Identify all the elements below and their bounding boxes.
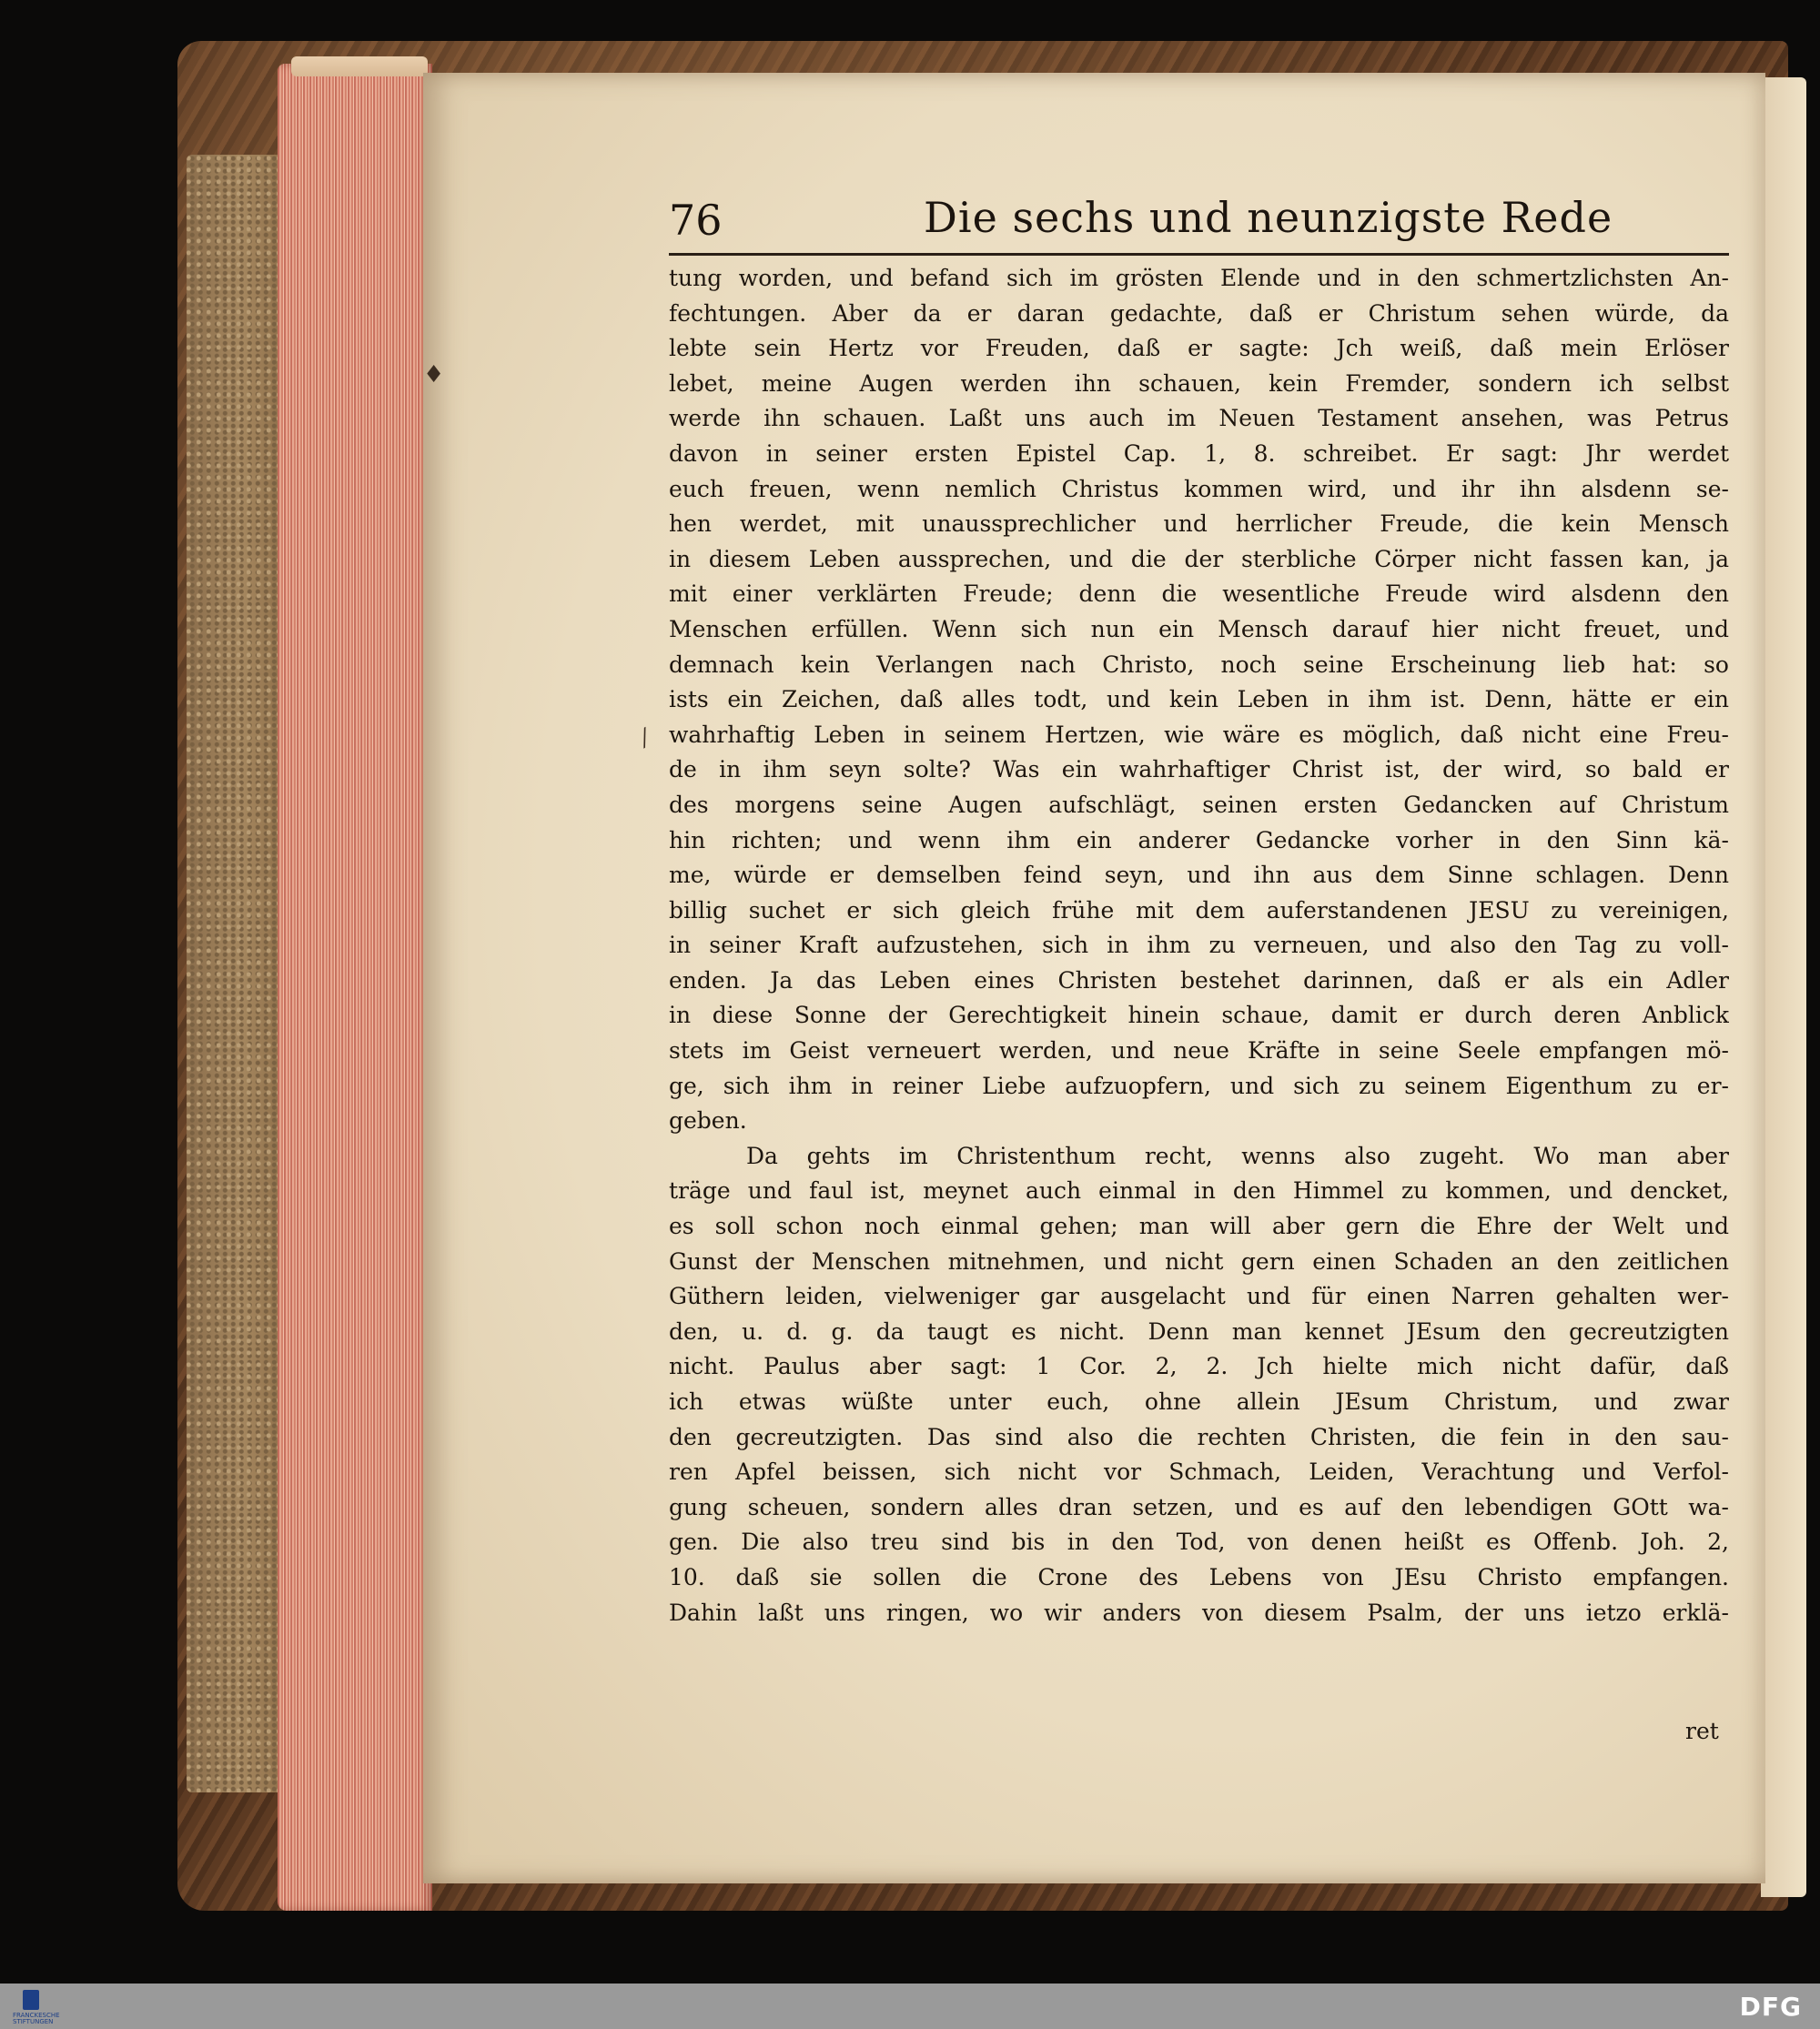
orphanage-icon — [23, 1990, 39, 2010]
text-line: 10. daß sie sollen die Crone des Lebens von JEsu Christo empfangen. — [669, 1563, 1729, 1590]
text-line: es soll schon noch einmal gehen; man will aber gern die Ehre der Welt und — [669, 1213, 1729, 1240]
text-line: in diesem Leben aussprechen, und die der sterbliche Cörper nicht fassen kan, ja — [669, 545, 1729, 572]
text-line: fechtungen. Aber da er daran gedachte, daß er Christum sehen würde, da — [669, 299, 1729, 327]
text-line: Menschen erfüllen. Wenn sich nun ein Mensch darauf hier nicht freuet, und — [669, 615, 1729, 642]
text-line: mit einer verklärten Freude; denn die wesentliche Freude wird alsdenn den — [669, 580, 1729, 608]
running-title: Die sechs und neunzigste Rede — [924, 193, 1613, 242]
page-edge — [278, 64, 432, 1911]
text-line: demnach kein Verlangen nach Christo, noch seine Erscheinung lieb hat: so — [669, 651, 1729, 678]
page-number: 76 — [669, 196, 723, 245]
text-line: Gunst der Menschen mitnehmen, und nicht gern einen Schaden an den zeitlichen — [669, 1247, 1729, 1275]
viewer-footer — [0, 1984, 1820, 2029]
text-line: ren Apfel beissen, sich nicht vor Schmach, Leiden, Verachtung und Verfol- — [669, 1459, 1729, 1486]
text-line: geben. — [669, 1107, 747, 1135]
text-line: gung scheuen, sondern alles dran setzen, und es auf den lebendigen GOtt wa- — [669, 1493, 1729, 1520]
text-line: de in ihm seyn solte? Was ein wahrhaftiger Christ ist, der wird, so bald er — [669, 756, 1729, 783]
text-line: wahrhaftig Leben in seinem Hertzen, wie wäre es möglich, daß nicht eine Freu- — [669, 721, 1729, 748]
margin-mark: ♦ — [423, 361, 445, 389]
institution-logo[interactable] — [13, 1988, 60, 2025]
text-line: ge, sich ihm in reiner Liebe aufzuopfern, und sich zu seinem Eigenthum zu er- — [669, 1072, 1729, 1099]
text-line: enden. Ja das Leben eines Christen bestehet darinnen, daß er als ein Adler — [669, 966, 1729, 994]
text-line: lebte sein Hertz vor Freuden, daß er sagte: Jch weiß, daß mein Erlöser — [669, 335, 1729, 362]
text-line: träge und faul ist, meynet auch einmal in den Himmel zu kommen, und dencket, — [669, 1177, 1729, 1205]
facing-page-edge — [1761, 77, 1806, 1897]
text-line: ich etwas wüßte unter euch, ohne allein JEsum Christum, und zwar — [669, 1388, 1729, 1415]
text-line: ists ein Zeichen, daß alles todt, und kein Leben in ihm ist. Denn, hätte er ein — [669, 686, 1729, 713]
logo-text: FRANCKESCHE STIFTUNGEN — [13, 2012, 60, 2025]
header-rule — [669, 253, 1729, 256]
text-line: davon in seiner ersten Epistel Cap. 1, 8. schreibet. Er sagt: Jhr werdet — [669, 439, 1729, 467]
dfg-logo[interactable]: DFG — [1739, 1992, 1802, 2022]
text-line: gen. Die also treu sind bis in den Tod, von denen heißt es Offenb. Joh. 2, — [669, 1529, 1729, 1556]
text-line: in seiner Kraft aufzustehen, sich in ihm zu verneuen, und also den Tag zu voll- — [669, 932, 1729, 959]
catchword: ret — [1685, 1718, 1719, 1744]
text-line: stets im Geist verneuert werden, und neue Kräfte in seine Seele empfangen mö- — [669, 1037, 1729, 1065]
text-line: euch freuen, wenn nemlich Christus kommen wird, und ihr ihn alsdenn se- — [669, 475, 1729, 502]
paragraph-start-line: Da gehts im Christenthum recht, wenns also zugeht. Wo man aber — [746, 1142, 1729, 1169]
text-line: Güthern leiden, vielweniger gar ausgelacht und für einen Narren gehalten wer- — [669, 1283, 1729, 1310]
text-line: hen werdet, mit unaussprechlicher und herrlicher Freude, die kein Mensch — [669, 510, 1729, 538]
text-line: lebet, meine Augen werden ihn schauen, kein Fremder, sondern ich selbst — [669, 369, 1729, 397]
text-line: des morgens seine Augen aufschlägt, seinen ersten Gedancken auf Christum — [669, 791, 1729, 818]
text-line: me, würde er demselben feind seyn, und ihn aus dem Sinne schlagen. Denn — [669, 862, 1729, 889]
text-line: nicht. Paulus aber sagt: 1 Cor. 2, 2. Jch hielte mich nicht dafür, daß — [669, 1353, 1729, 1380]
text-line: billig suchet er sich gleich frühe mit dem auferstandenen JESU zu vereinigen, — [669, 896, 1729, 924]
text-line: den, u. d. g. da taugt es nicht. Denn man kennet JEsum den gecreutzigten — [669, 1317, 1729, 1345]
text-line: Dahin laßt uns ringen, wo wir anders von diesem Psalm, der uns ietzo erklä- — [669, 1599, 1729, 1626]
body-text — [669, 261, 1729, 1630]
page-edge-top — [291, 56, 428, 76]
text-line: tung worden, und befand sich im grösten Elende und in den schmertzlichsten An- — [669, 265, 1729, 291]
text-line: den gecreutzigten. Das sind also die rechten Christen, die fein in den sau- — [669, 1423, 1729, 1450]
text-line: in diese Sonne der Gerechtigkeit hinein schaue, damit er durch deren Anblick — [669, 1002, 1729, 1029]
text-line: werde ihn schauen. Laßt uns auch im Neuen Testament ansehen, was Petrus — [669, 405, 1729, 432]
text-line: hin richten; und wenn ihm ein anderer Gedancke vorher in den Sinn kä- — [669, 826, 1729, 853]
margin-mark: ⁄ — [636, 725, 654, 752]
